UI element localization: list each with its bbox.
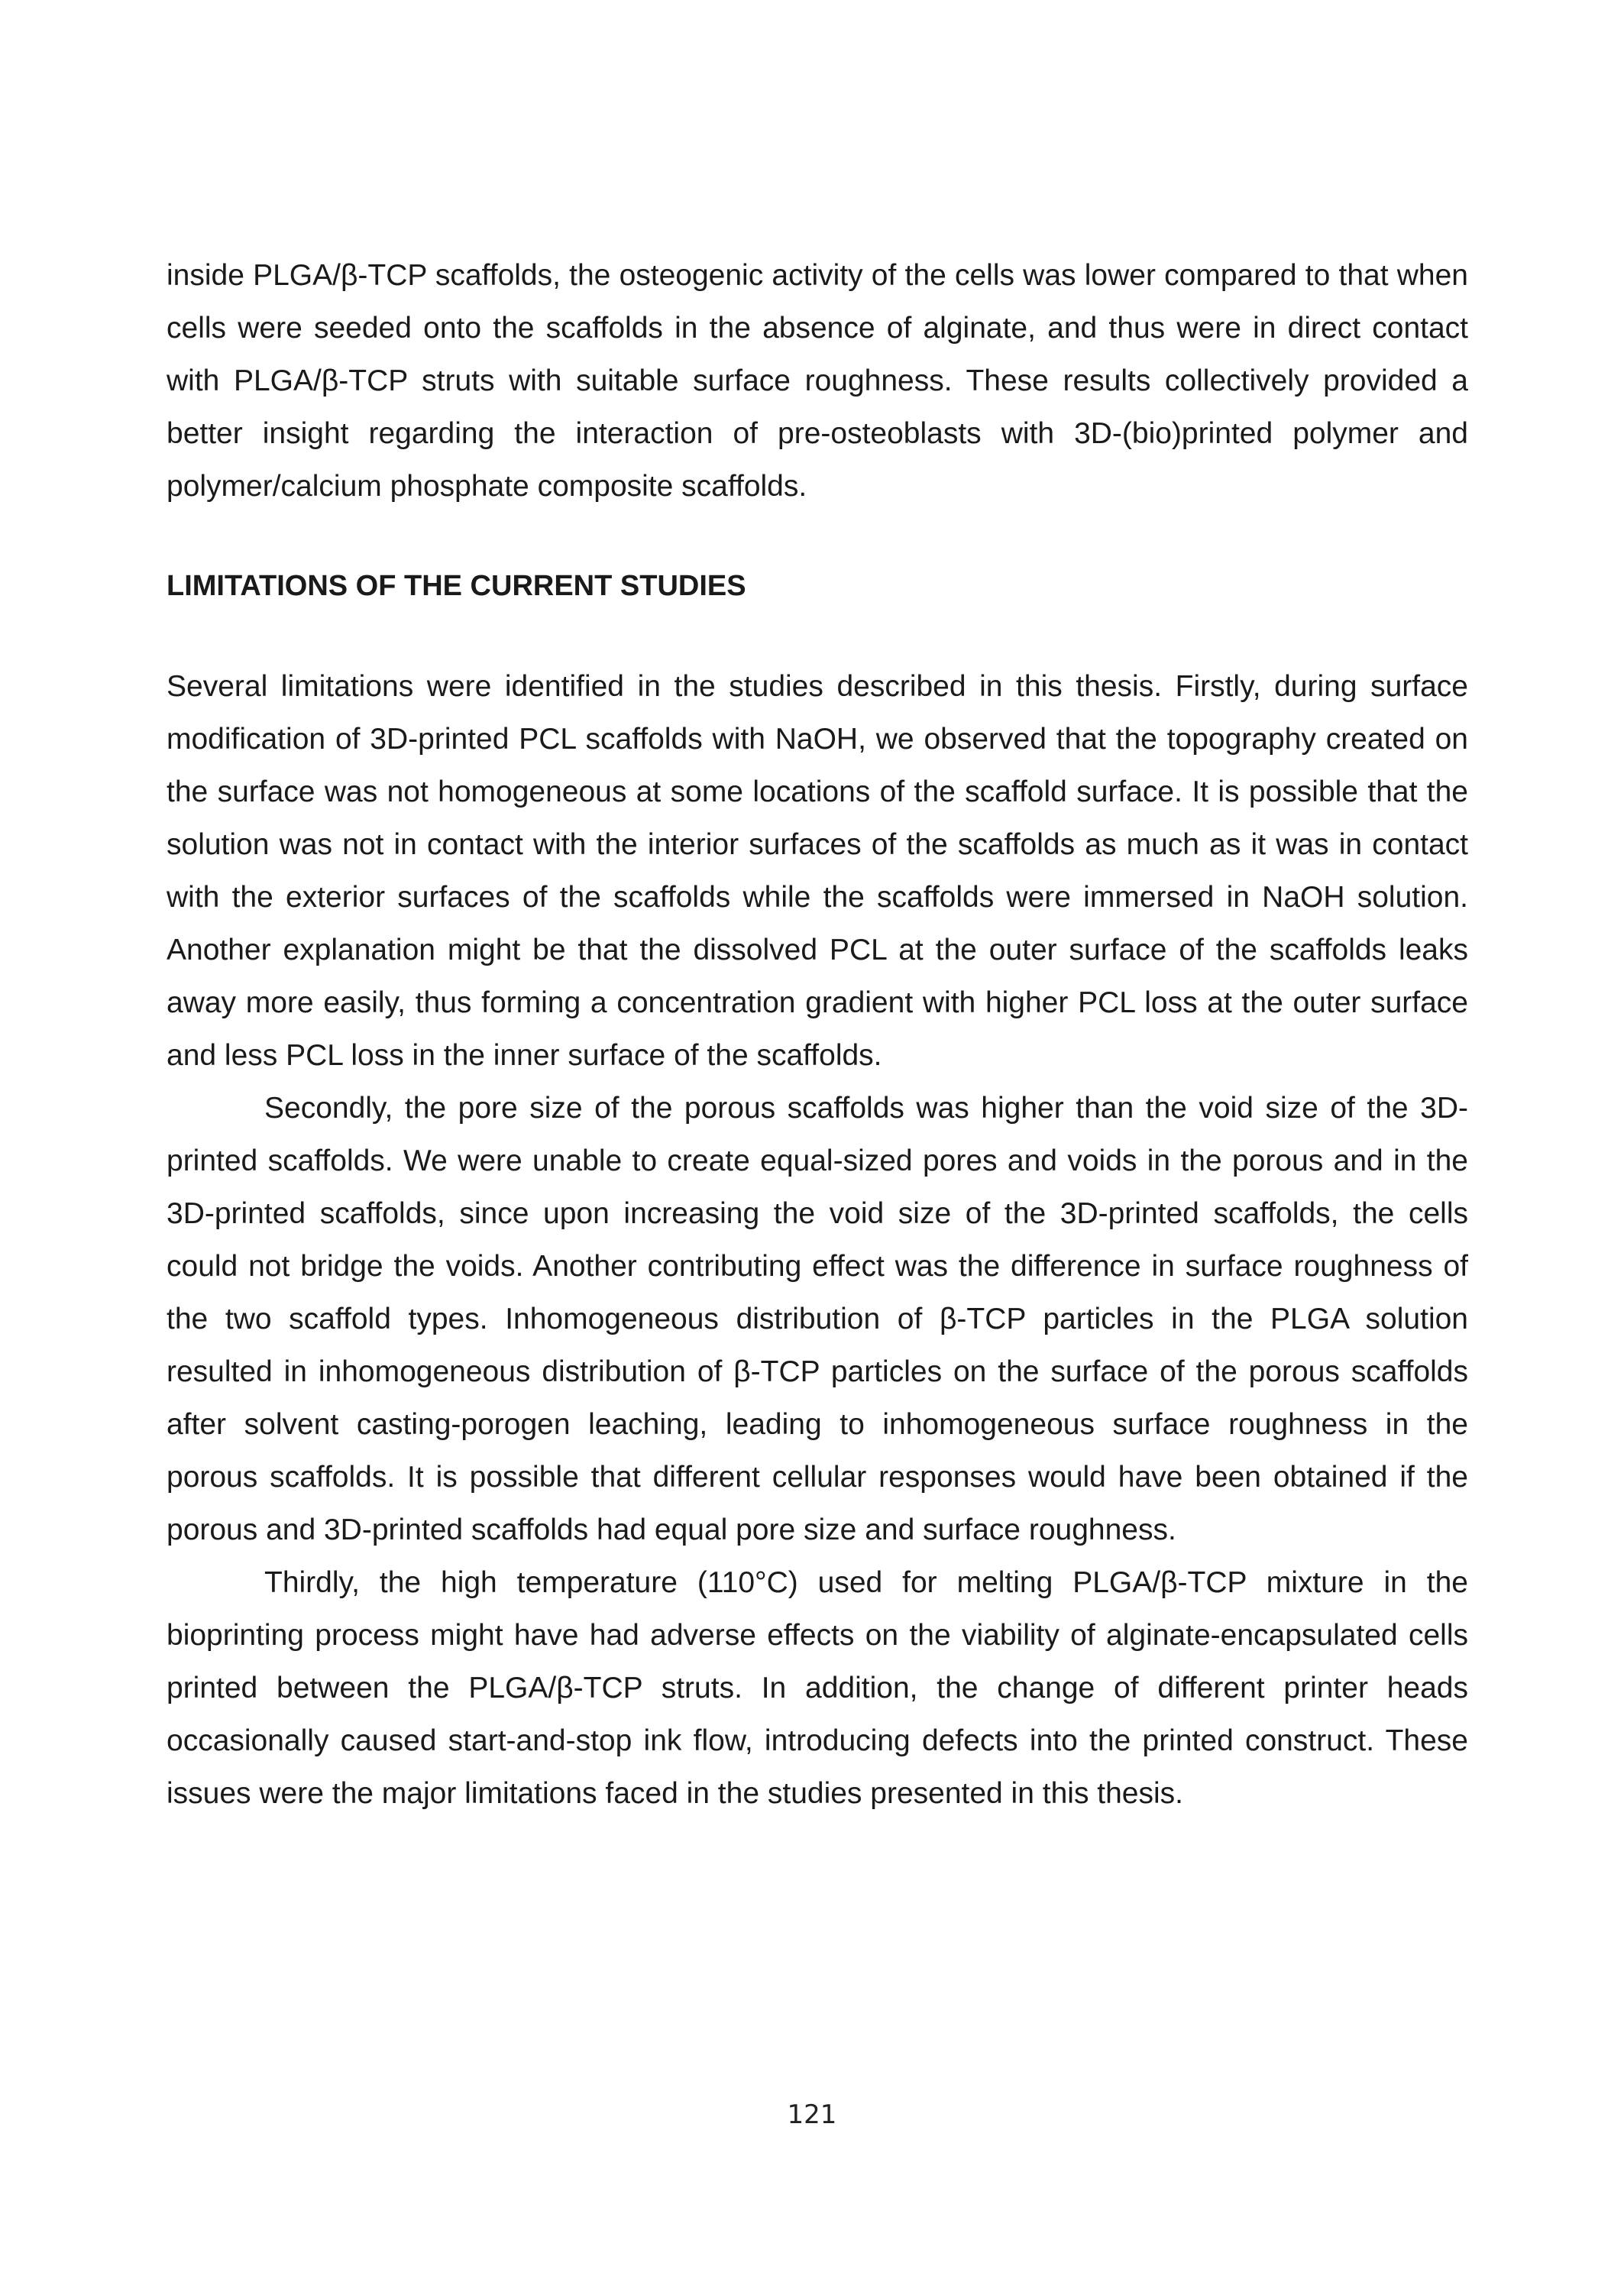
page-body [167,249,1468,1820]
paragraph-limitations-second: Secondly, the pore size of the porous scaffolds was higher than the void size of the 3D-printed scaffolds. We were unable to create equal-sized pores and voids in the porous and in the 3D-printed scaffolds, since upon increasing the void size of the 3D-printed scaffolds, the cells could not bridge the voids. Another contributing effect was the difference in surface roughness of the two scaffold types. Inhomogeneous distribution of β-TCP particles in the PLGA solution resulted in inhomogeneous distribution of β-TCP particles on the surface of the porous scaffolds after solvent casting-porogen leaching, leading to inhomogeneous surface roughness in the porous scaffolds. It is possible that different cellular responses would have been obtained if the porous and 3D-printed scaffolds had equal pore size and surface roughness. [167,1092,1468,1546]
paragraph-limitations-third: Thirdly, the high temperature (110°C) used for melting PLGA/β-TCP mixture in the bioprinting process might have had adverse effects on the viability of alginate-encapsulated cells printed between the PLGA/β-TCP struts. In addition, the change of different printer heads occasionally caused start-and-stop ink flow, introducing defects into the printed construct. These issues were the major limitations faced in the studies presented in this thesis. [167,1566,1468,1810]
page-number: 121 [787,2099,837,2130]
section-heading: LIMITATIONS OF THE CURRENT STUDIES [167,570,746,602]
intro-paragraph: inside PLGA/β-TCP scaffolds, the osteogenic activity of the cells was lower compared to that when cells were seeded onto the scaffolds in the absence of alginate, and thus were in direct contact with PLGA/β-TCP struts with suitable surface roughness. These results collectively provided a better insight regarding the interaction of pre-osteoblasts with 3D-(bio)printed polymer and polymer/calcium phosphate composite scaffolds. [167,259,1468,503]
paragraph-limitations-first: Several limitations were identified in the studies described in this thesis. Firstly, during surface modification of 3D-printed PCL scaffolds with NaOH, we observed that the topography created on the surface was not homogeneous at some locations of the scaffold surface. It is possible that the solution was not in contact with the interior surfaces of the scaffolds as much as it was in contact with the exterior surfaces of the scaffolds while the scaffolds were immersed in NaOH solution. Another explanation might be that the dissolved PCL at the outer surface of the scaffolds leaks away more easily, thus forming a concentration gradient with higher PCL loss at the outer surface and less PCL loss in the inner surface of the scaffolds. [167,670,1468,1072]
